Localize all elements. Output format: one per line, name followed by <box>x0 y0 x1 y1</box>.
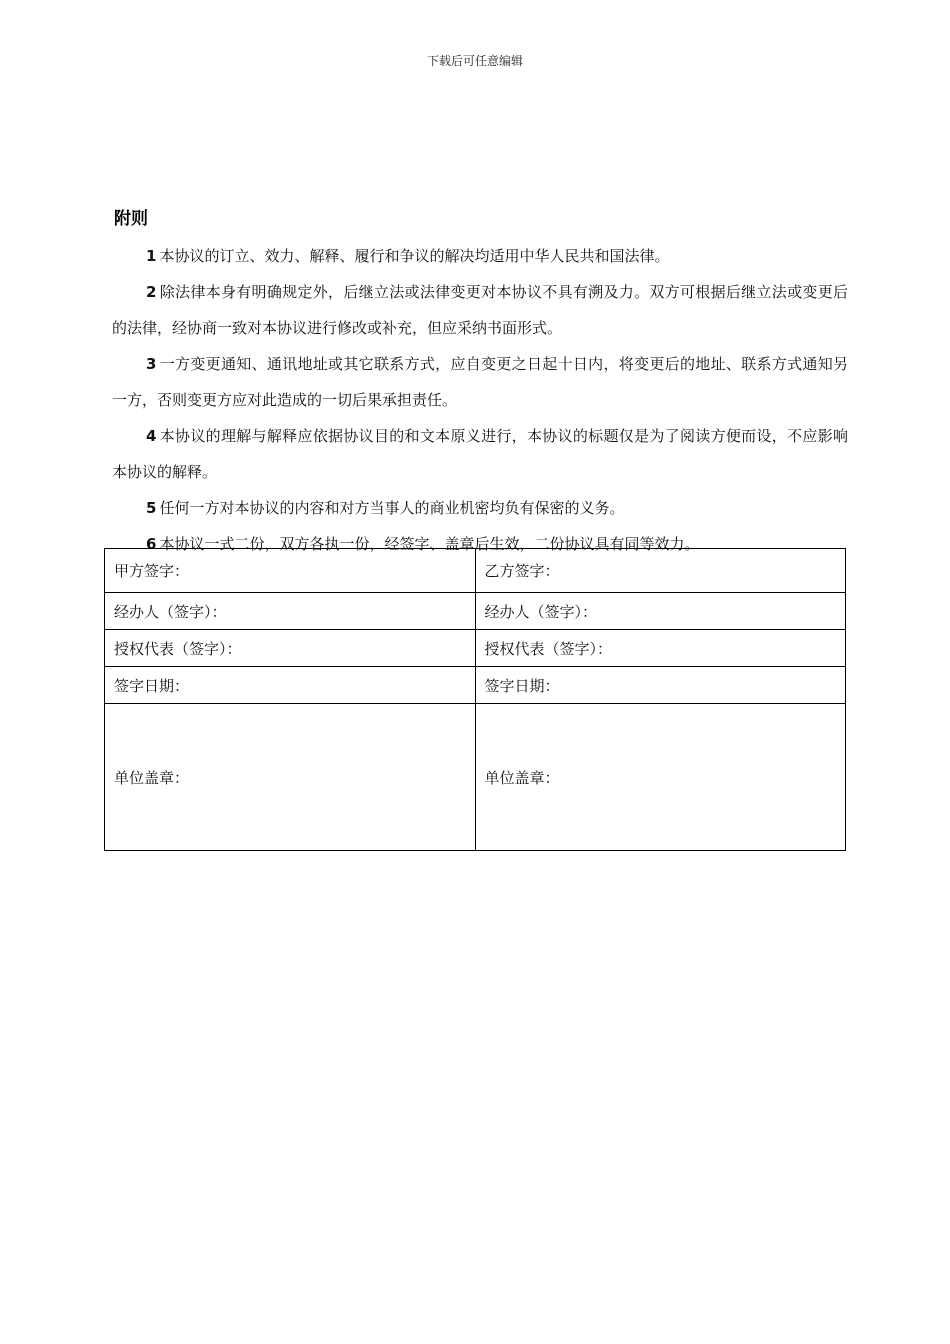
party-a-representative-cell: 授权代表（签字）： <box>105 630 476 667</box>
table-row <box>105 667 846 704</box>
clause-number: 4 <box>146 427 157 445</box>
clause-4 <box>112 418 848 490</box>
clause-text: 一方变更通知、通讯地址或其它联系方式，应自变更之日起十日内，将变更后的地址、联系方式通知另一方，否则变更方应对此造成的一切后果承担责任。 <box>112 355 848 409</box>
party-b-handler-cell: 经办人（签字）： <box>475 593 846 630</box>
party-b-seal-cell: 单位盖章： <box>475 704 846 851</box>
clause-number: 3 <box>146 355 157 373</box>
clause-1 <box>112 238 848 274</box>
party-a-signature-cell: 甲方签字： <box>105 549 476 593</box>
party-b-representative-cell: 授权代表（签字）： <box>475 630 846 667</box>
signature-table <box>104 548 846 851</box>
clause-number: 5 <box>146 499 157 517</box>
clause-text: 本协议的理解与解释应依据协议目的和文本原义进行，本协议的标题仅是为了阅读方便而设，不应影响本协议的解释。 <box>112 427 848 481</box>
clause-text: 任何一方对本协议的内容和对方当事人的商业机密均负有保密的义务。 <box>159 499 625 517</box>
page-header: 下载后可任意编辑 <box>426 54 523 68</box>
clause-5 <box>112 490 848 526</box>
clause-text: 本协议一式二份，双方各执一份，经签字、盖章后生效，二份协议具有同等效力。 <box>159 535 700 553</box>
clause-number: 1 <box>146 247 157 265</box>
party-a-handler-cell: 经办人（签字）： <box>105 593 476 630</box>
table-row <box>105 704 846 851</box>
party-a-date-cell: 签字日期： <box>105 667 476 704</box>
clause-text: 本协议的订立、效力、解释、履行和争议的解决均适用中华人民共和国法律。 <box>159 247 670 265</box>
table-row <box>105 593 846 630</box>
clause-2 <box>112 274 848 346</box>
party-a-seal-cell: 单位盖章： <box>105 704 476 851</box>
clause-number: 6 <box>146 535 157 553</box>
table-row <box>105 549 846 593</box>
party-b-signature-cell: 乙方签字： <box>475 549 846 593</box>
clause-3 <box>112 346 848 418</box>
table-row <box>105 630 846 667</box>
section-title: 附则 <box>114 209 148 229</box>
party-b-date-cell: 签字日期： <box>475 667 846 704</box>
clause-list <box>112 238 848 562</box>
clause-number: 2 <box>146 283 157 301</box>
clause-text: 除法律本身有明确规定外，后继立法或法律变更对本协议不具有溯及力。双方可根据后继立法或变更后的法律，经协商一致对本协议进行修改或补充，但应采纳书面形式。 <box>112 283 848 337</box>
